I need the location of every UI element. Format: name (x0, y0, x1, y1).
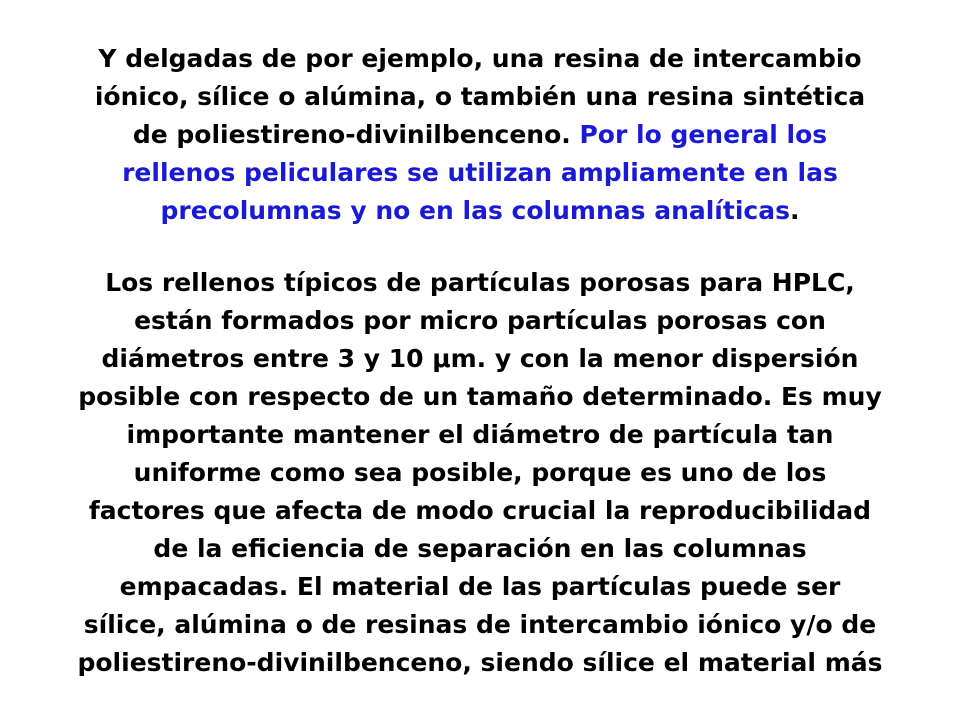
paragraph-1-line-3-highlight: Por lo general los (570, 120, 828, 149)
paragraph-2-line-11: poliestireno-divinilbenceno, siendo sílice el material más (77, 648, 883, 677)
paragraph-1-line-3-black: de poliestireno-divinilbenceno. (132, 120, 571, 149)
paragraph-1 (40, 40, 920, 230)
paragraph-1-final-period: . (789, 196, 800, 225)
paragraph-2-line-4: posible con respecto de un tamaño determinado. Es muy (78, 382, 882, 411)
paragraph-2-line-8: de la eficiencia de separación en las columnas (153, 534, 807, 563)
paragraph-1-highlight-line-1: rellenos peliculares se utilizan ampliamente en las (122, 158, 838, 187)
paragraph-1-line-3 (40, 116, 920, 154)
paragraph-2-line-2: están formados por micro partículas porosas con (134, 306, 826, 335)
paragraph-1-highlight-line-2: precolumnas y no en las columnas analíticas (160, 196, 790, 225)
paragraph-2-line-6: uniforme como sea posible, porque es uno de los (133, 458, 827, 487)
paragraph-1-line-5 (40, 192, 920, 230)
paragraph-2-line-3: diámetros entre 3 y 10 μm. y con la menor dispersión (101, 344, 859, 373)
paragraph-2-line-1: Los rellenos típicos de partículas porosas para HPLC, (105, 268, 855, 297)
paragraph-2-line-10: sílice, alúmina o de resinas de intercambio iónico y/o de (83, 610, 877, 639)
paragraph-2-line-7: factores que afecta de modo crucial la reproducibilidad (88, 496, 872, 525)
paragraph-1-line-1: Y delgadas de por ejemplo, una resina de intercambio (98, 44, 862, 73)
paragraph-2 (40, 264, 920, 682)
paragraph-1-line-2: iónico, sílice o alúmina, o también una resina sintética (94, 82, 866, 111)
paragraph-2-line-9: empacadas. El material de las partículas puede ser (119, 572, 841, 601)
paragraph-2-line-5: importante mantener el diámetro de partícula tan (126, 420, 834, 449)
